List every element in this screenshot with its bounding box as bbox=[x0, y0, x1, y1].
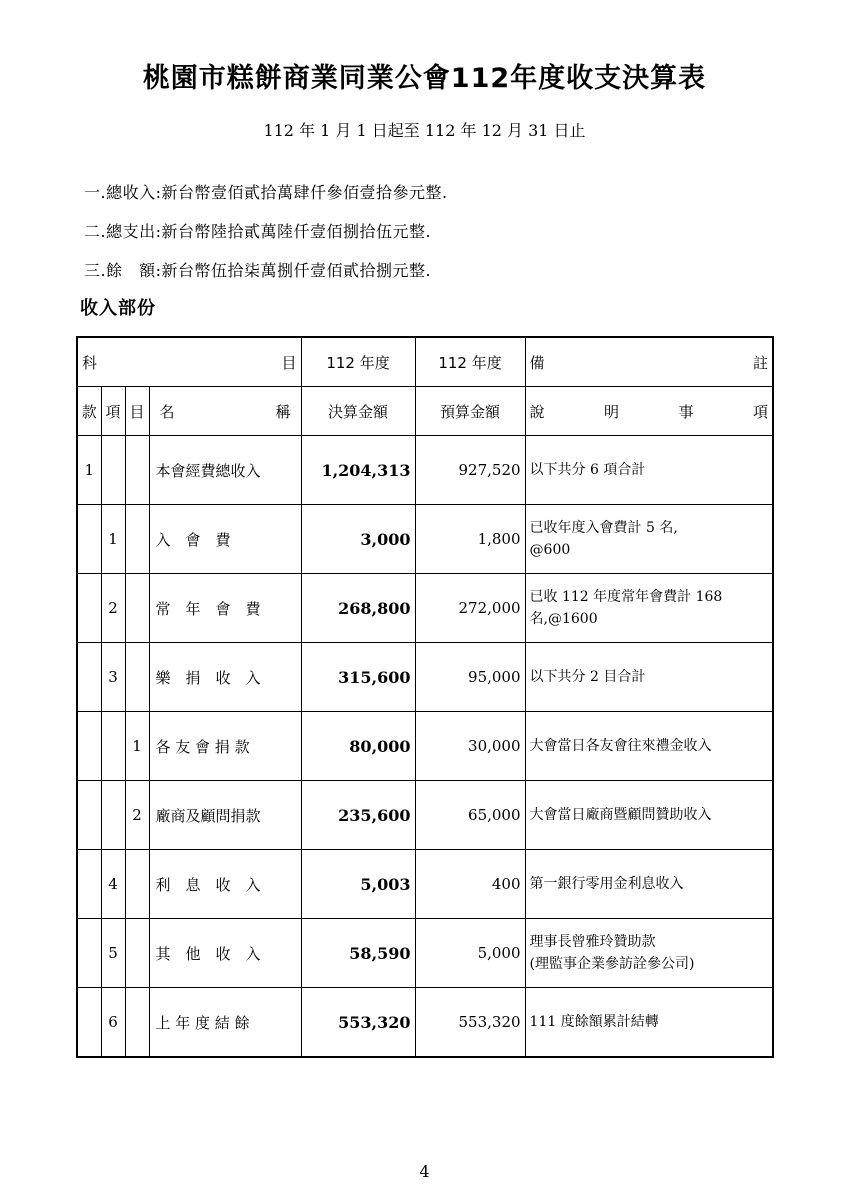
summary-total-expense: 二.總支出:新台幣陸拾貳萬陸仟壹佰捌拾伍元整. bbox=[84, 222, 432, 241]
cell-xiang: 2 bbox=[101, 574, 125, 643]
cell-name: 樂 捐 收 入 bbox=[149, 643, 301, 712]
table-row bbox=[77, 919, 773, 988]
header-kuan: 款 bbox=[77, 387, 101, 436]
cell-kuan bbox=[77, 574, 101, 643]
header-subject bbox=[77, 337, 301, 387]
header-name-left: 名 bbox=[159, 402, 175, 421]
cell-budget-amount: 1,800 bbox=[415, 505, 525, 574]
table-row bbox=[77, 574, 773, 643]
cell-note: 已收 112 年度常年會費計 168 名,@1600 bbox=[525, 574, 773, 643]
cell-name: 各 友 會 捐 款 bbox=[149, 712, 301, 781]
cell-name: 本會經費總收入 bbox=[149, 436, 301, 505]
cell-actual-amount: 3,000 bbox=[301, 505, 415, 574]
page-title: 桃園市糕餅商業同業公會112年度收支決算表 bbox=[142, 63, 707, 94]
cell-budget-amount: 272,000 bbox=[415, 574, 525, 643]
cell-actual-amount: 58,590 bbox=[301, 919, 415, 988]
cell-actual-amount: 553,320 bbox=[301, 988, 415, 1058]
table-row bbox=[77, 505, 773, 574]
cell-xiang: 3 bbox=[101, 643, 125, 712]
header-subject-right: 目 bbox=[281, 353, 297, 372]
cell-kuan bbox=[77, 505, 101, 574]
cell-xiang: 6 bbox=[101, 988, 125, 1058]
cell-note: 111 度餘額累計結轉 bbox=[525, 988, 773, 1058]
header-actual-amount: 決算金額 bbox=[301, 387, 415, 436]
cell-name: 廠商及顧問捐款 bbox=[149, 781, 301, 850]
income-table bbox=[76, 336, 774, 1058]
cell-budget-amount: 5,000 bbox=[415, 919, 525, 988]
cell-budget-amount: 30,000 bbox=[415, 712, 525, 781]
cell-note: 已收年度入會費計 5 名, @600 bbox=[525, 505, 773, 574]
header-name-right: 稱 bbox=[275, 402, 291, 421]
header-budget-amount: 預算金額 bbox=[415, 387, 525, 436]
cell-kuan bbox=[77, 988, 101, 1058]
table-row bbox=[77, 850, 773, 919]
cell-xiang bbox=[101, 781, 125, 850]
cell-actual-amount: 268,800 bbox=[301, 574, 415, 643]
cell-xiang: 5 bbox=[101, 919, 125, 988]
table-row bbox=[77, 712, 773, 781]
header-subject-left: 科 bbox=[82, 353, 98, 372]
cell-mu bbox=[125, 988, 149, 1058]
table-row bbox=[77, 988, 773, 1058]
cell-actual-amount: 1,204,313 bbox=[301, 436, 415, 505]
cell-xiang bbox=[101, 436, 125, 505]
period-range: 112 年 1 月 1 日起至 112 年 12 月 31 日止 bbox=[263, 121, 586, 140]
cell-budget-amount: 927,520 bbox=[415, 436, 525, 505]
header-note-left: 備 bbox=[529, 353, 545, 372]
cell-mu bbox=[125, 919, 149, 988]
table-row bbox=[77, 436, 773, 505]
cell-kuan bbox=[77, 850, 101, 919]
section-heading-income: 收入部份 bbox=[80, 298, 156, 319]
header-note-desc-1: 說 bbox=[529, 402, 545, 421]
cell-kuan bbox=[77, 781, 101, 850]
header-note-right: 註 bbox=[753, 353, 769, 372]
cell-budget-amount: 553,320 bbox=[415, 988, 525, 1058]
header-row-1 bbox=[77, 337, 773, 387]
cell-xiang: 1 bbox=[101, 505, 125, 574]
header-note-desc-3: 事 bbox=[678, 402, 694, 421]
summary-total-income: 一.總收入:新台幣壹佰貳拾萬肆仟參佰壹拾參元整. bbox=[84, 183, 448, 202]
cell-note: 第一銀行零用金利息收入 bbox=[525, 850, 773, 919]
cell-mu bbox=[125, 574, 149, 643]
header-name bbox=[149, 387, 301, 436]
cell-name: 其 他 收 入 bbox=[149, 919, 301, 988]
header-row-2 bbox=[77, 387, 773, 436]
cell-kuan bbox=[77, 643, 101, 712]
header-note-desc-2: 明 bbox=[604, 402, 620, 421]
page-number: 4 bbox=[419, 1162, 430, 1181]
cell-mu bbox=[125, 505, 149, 574]
header-note-desc bbox=[525, 387, 773, 436]
cell-kuan bbox=[77, 919, 101, 988]
cell-budget-amount: 400 bbox=[415, 850, 525, 919]
cell-note: 以下共分 6 項合計 bbox=[525, 436, 773, 505]
header-xiang: 項 bbox=[101, 387, 125, 436]
cell-budget-amount: 95,000 bbox=[415, 643, 525, 712]
cell-note: 大會當日廠商暨顧問贊助收入 bbox=[525, 781, 773, 850]
cell-kuan: 1 bbox=[77, 436, 101, 505]
cell-actual-amount: 5,003 bbox=[301, 850, 415, 919]
cell-name: 利 息 收 入 bbox=[149, 850, 301, 919]
header-note bbox=[525, 337, 773, 387]
cell-actual-amount: 315,600 bbox=[301, 643, 415, 712]
cell-mu: 2 bbox=[125, 781, 149, 850]
cell-name: 上 年 度 結 餘 bbox=[149, 988, 301, 1058]
cell-name: 入 會 費 bbox=[149, 505, 301, 574]
header-actual-year: 112 年度 bbox=[301, 337, 415, 387]
cell-actual-amount: 80,000 bbox=[301, 712, 415, 781]
cell-actual-amount: 235,600 bbox=[301, 781, 415, 850]
cell-xiang: 4 bbox=[101, 850, 125, 919]
summary-balance: 三.餘 額:新台幣伍拾柒萬捌仟壹佰貳拾捌元整. bbox=[84, 261, 432, 280]
cell-mu bbox=[125, 643, 149, 712]
cell-mu bbox=[125, 436, 149, 505]
header-budget-year: 112 年度 bbox=[415, 337, 525, 387]
header-note-desc-4: 項 bbox=[752, 402, 768, 421]
cell-xiang bbox=[101, 712, 125, 781]
cell-mu bbox=[125, 850, 149, 919]
table-row bbox=[77, 781, 773, 850]
cell-budget-amount: 65,000 bbox=[415, 781, 525, 850]
cell-note: 大會當日各友會往來禮金收入 bbox=[525, 712, 773, 781]
cell-note: 理事長曾雅玲贊助款 (理監事企業參訪詮參公司) bbox=[525, 919, 773, 988]
table-row bbox=[77, 643, 773, 712]
cell-note: 以下共分 2 目合計 bbox=[525, 643, 773, 712]
cell-kuan bbox=[77, 712, 101, 781]
header-mu: 目 bbox=[125, 387, 149, 436]
cell-mu: 1 bbox=[125, 712, 149, 781]
cell-name: 常 年 會 費 bbox=[149, 574, 301, 643]
